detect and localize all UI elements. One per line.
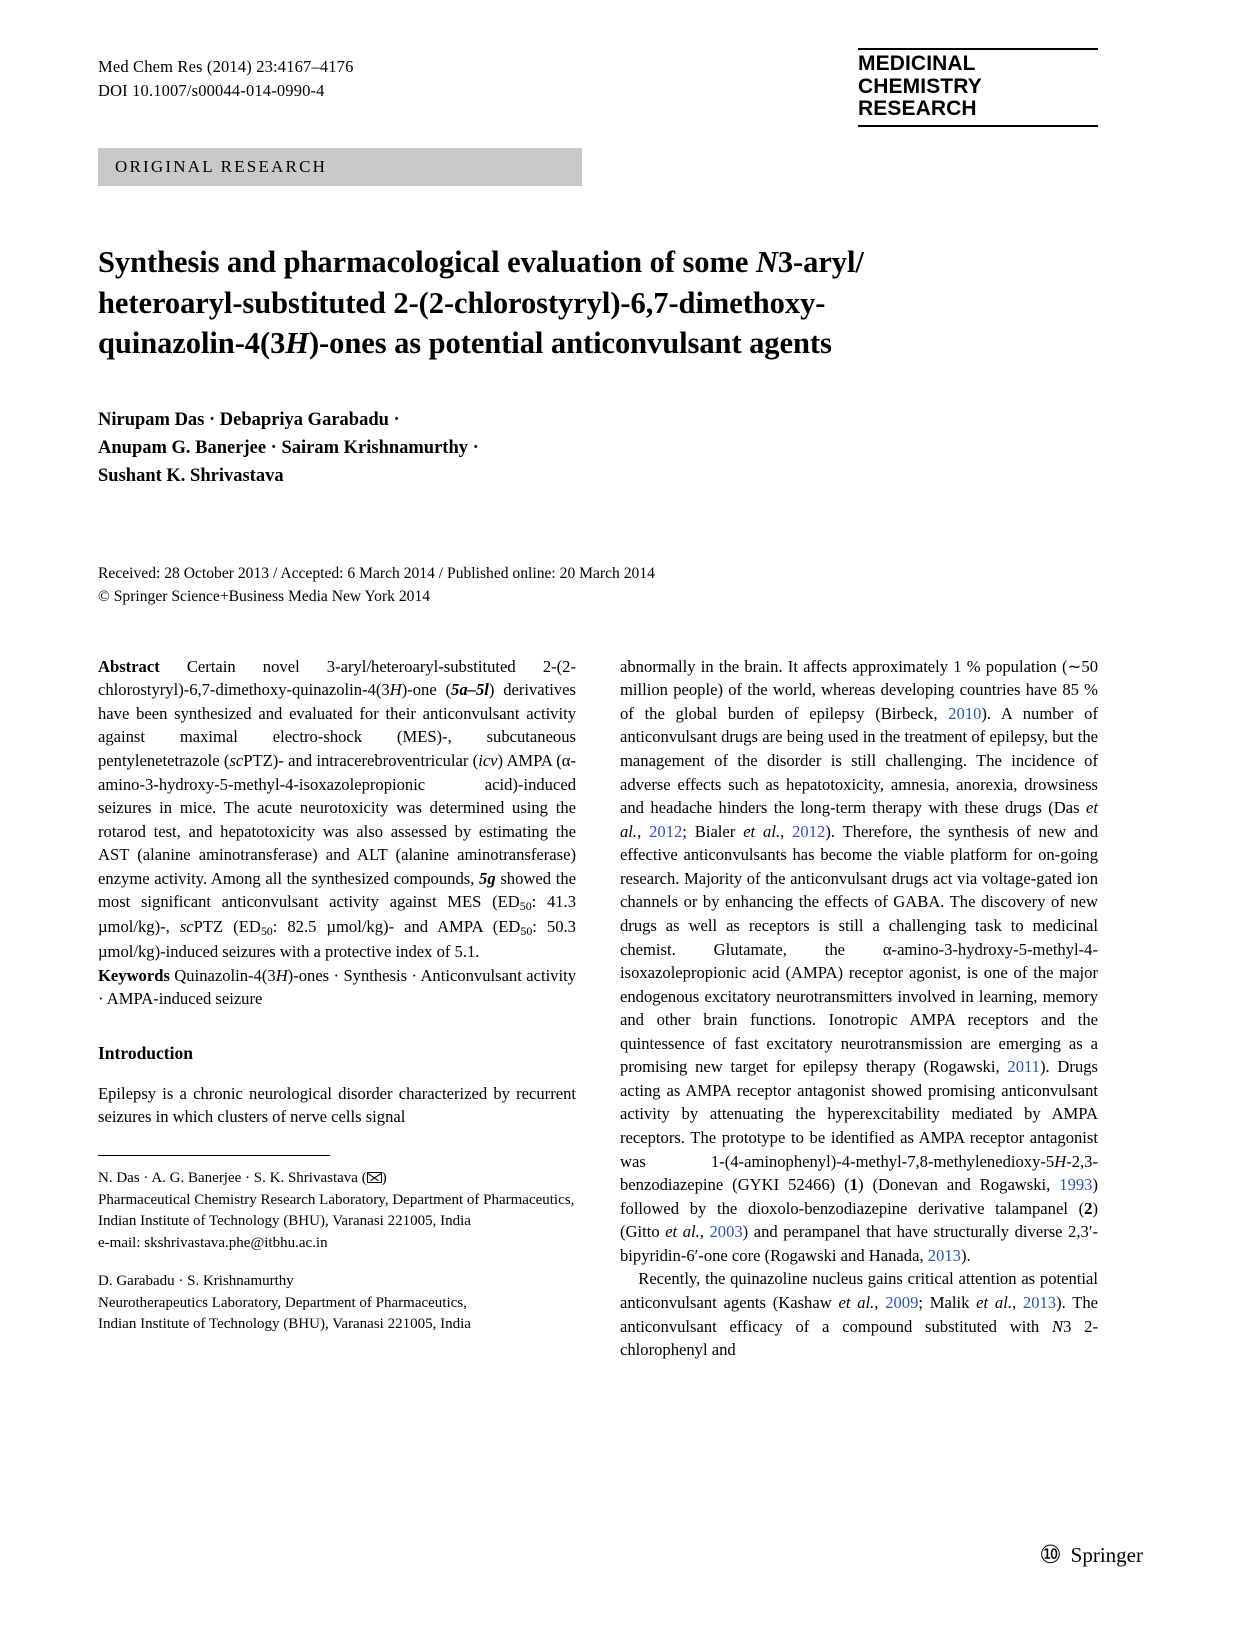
- right-column: [620, 655, 1098, 1362]
- left-column: [98, 655, 576, 1362]
- keywords-paragraph: [98, 964, 576, 1011]
- abstract-text: Certain novel 3-aryl/heteroaryl-substituted 2-(2-chlorostyryl)-6,7-dimethoxy-quinazolin-4(3H)-one (5a–5l) derivatives have been synthesized and evaluated for their anticonvulsant activity against maximal electro-shock (MES)-, subcutaneous pentylenetetrazole (scPTZ)- and intracerebroventricular (icv) AMPA (α-amino-3-hydroxy-5-methyl-4-isoxazolepropionic acid)-induced seizures in mice. The acute neurotoxicity was determined using the rotarod test, and hepatotoxicity was also assessed by estimating the AST (alanine aminotransferase) and ALT (alanine aminotransferase) enzyme activity. Among all the synthesized compounds, 5g showed the most significant anticonvulsant activity against MES ($ED_{50}$: 41.3 µmol/kg)-, scPTZ ($ED_{50}$: 82.5 µmol/kg)- and AMPA ($ED_{50}$: 50.3 µmol/kg)-induced seizures with a protective index of 5.1.: [98, 656, 576, 962]
- body-columns: [98, 655, 1098, 1362]
- page-title: Synthesis and pharmacological evaluation of some N3-aryl/ heteroaryl-substituted 2-(2-chlorostyryl)-6,7-dimethoxy- quinazolin-4(3H)-ones as potential anticonvulsant agents: [98, 245, 864, 361]
- abstract-paragraph: [98, 655, 576, 964]
- article-history: [98, 562, 1098, 609]
- affiliation-footnote: [98, 1168, 576, 1336]
- keywords-text: Quinazolin-4(3H)-ones · Synthesis · Anticonvulsant activity · AMPA-induced seizure: [98, 965, 576, 1009]
- journal-citation: Med Chem Res (2014) 23:4167–4176: [98, 57, 354, 76]
- keywords-label: Keywords: [98, 965, 170, 985]
- journal-logo: [858, 48, 1098, 127]
- journal-logo-line-1: MEDICINAL: [858, 52, 976, 75]
- footnote-divider: [98, 1155, 330, 1156]
- article-type-banner: [98, 148, 582, 186]
- section-heading-introduction: Introduction: [98, 1043, 193, 1064]
- article-type-label: ORIGINAL RESEARCH: [115, 157, 328, 176]
- introduction-paragraph-2: Recently, the quinazoline nucleus gains critical attention as potential anticonvulsant agents (Kashaw et al., 2009; Malik et al., 2013). The anticonvulsant efficacy of a compound substituted with N3 2-chlorophenyl and: [620, 1269, 1099, 1360]
- abstract-label: Abstract: [98, 656, 160, 676]
- introduction-paragraph-1-continued: abnormally in the brain. It affects approximately 1 % population (∼50 million people) of the world, whereas developing countries have 85 % of the global burden of epilepsy (Birbeck, 2010). A number of anticonvulsant drugs are being used in the treatment of epilepsy, but the management of the disorder is still challenging. The incidence of adverse effects such as hepatotoxicity, amnesia, anorexia, drowsiness and headache hinders the long-term therapy with these drugs (Das et al., 2012; Bialer et al., 2012). Therefore, the synthesis of new and effective anticonvulsants has become the viable platform for on-going research. Majority of the anticonvulsant drugs act via voltage-gated ion channels or by enhancing the effects of GABA. The discovery of new drugs as well as receptors is still a challenging task to medicinal chemist. Glutamate, the α-amino-3-hydroxy-5-methyl-4-isoxazolepropionic acid (AMPA) receptor agonist, is one of the major endogenous excitatory neurotransmitters involved in learning, memory and other brain functions. Ionotropic AMPA receptors and the quintessence of fast excitatory neurotransmission are emerging as a promising new target for epilepsy therapy (Rogawski, 2011). Drugs acting as AMPA receptor antagonist showed promising anticonvulsant activity by attenuating the hyperexcitability mediated by AMPA receptors. The prototype to be identified as AMPA receptor antagonist was 1-(4-aminophenyl)-4-methyl-7,8-methylenedioxy-5H-2,3-benzodiazepine (GYKI 52466) (1) (Donevan and Rogawski, 1993) followed by the dioxolo-benzodiazepine derivative talampanel (2) (Gitto et al., 2003) and perampanel that have structurally diverse 2,3′-bipyridin-6′-one core (Rogawski and Hanada, 2013).: [620, 656, 1099, 1265]
- masthead: [98, 52, 1098, 131]
- received-accepted-line: Received: 28 October 2013 / Accepted: 6 March 2014 / Published online: 20 March 2014: [98, 565, 655, 583]
- affiliation-block-2: D. Garabadu · S. Krishnamurthy Neurotherapeutics Laboratory, Department of Pharmaceutics, Indian Institute of Technology (BHU), Varanasi 221005, India: [98, 1272, 471, 1333]
- journal-logo-line-2: CHEMISTRY: [858, 74, 982, 98]
- springer-logo-icon: ⑩: [1039, 1542, 1062, 1569]
- affiliation-block-1: N. Das · A. G. Banerjee · S. K. Shrivastava ( ) Pharmaceutical Chemistry Research Laboratory, Department of Pharmaceutics, Indian Institute of Technology (BHU), Varanasi 221005, India e-mail: skshrivastava.phe@itbhu.ac.in: [98, 1169, 575, 1252]
- journal-logo-line-3: RESEARCH: [858, 97, 977, 121]
- publisher-name: Springer: [1070, 1543, 1143, 1567]
- author-list: Nirupam Das · Debapriya Garabadu · Anupam G. Banerjee · Sairam Krishnamurthy · Sushant K. Shrivastava: [98, 409, 479, 486]
- doi: DOI 10.1007/s00044-014-0990-4: [98, 80, 325, 100]
- page-content: [98, 52, 1099, 1362]
- introduction-paragraph-1: Epilepsy is a chronic neurological disorder characterized by recurrent seizures in which clusters of nerve cells signal: [98, 1083, 576, 1127]
- copyright-line: © Springer Science+Business Media New York 2014: [98, 588, 431, 606]
- publisher-footer: [1039, 1543, 1143, 1568]
